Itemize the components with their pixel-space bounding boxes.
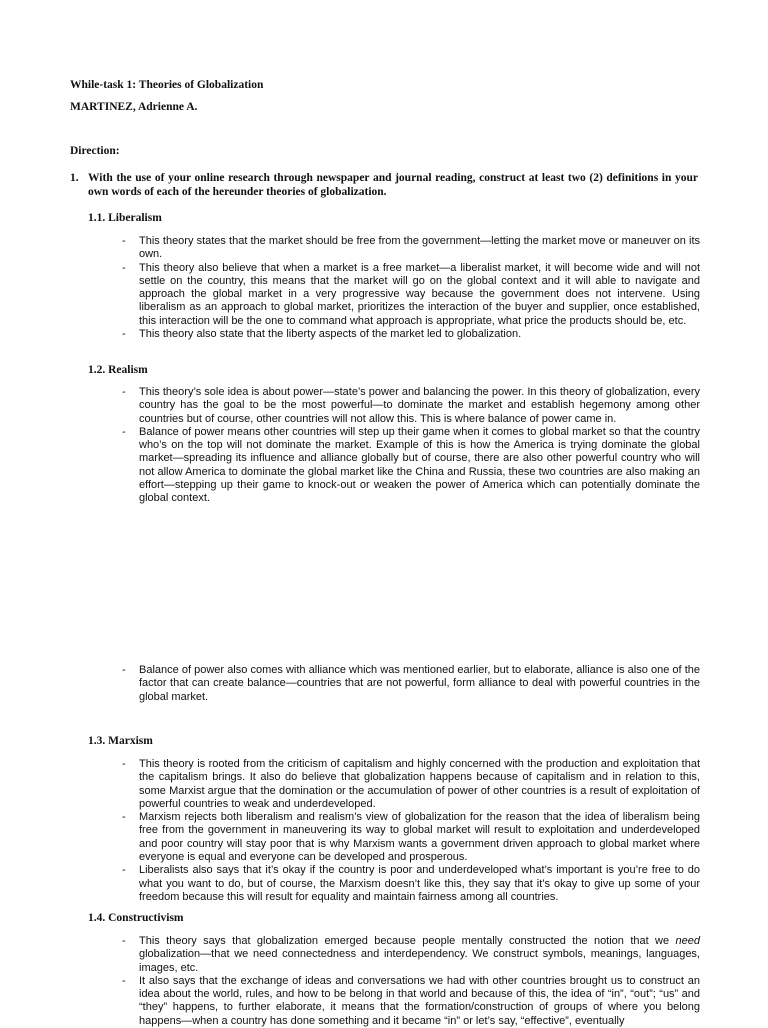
author-name: MARTINEZ, Adrienne A. <box>70 101 198 113</box>
item-text: This theory says that globalization emerged because people mentally constructed the notion that we <box>139 935 676 947</box>
emphasis-text: need <box>675 935 700 947</box>
list-item: - Marxism rejects both liberalism and realism’s view of globalization for the reason that the idea of liberalism being free from the government in maneuvering its way to global market will result to exploitation and underdeveloped and poor country will stay poor that is why Marxism wants a government driven approach to global market where everyone is equal and everyone can be developed and prosperous. <box>122 811 700 864</box>
realism-list <box>122 386 700 506</box>
list-item: - It also says that the exchange of ideas and conversations we had with other countries brought us to construct an idea about the world, rules, and how to be belong in that world and because of this, the idea of “in”, “out”; “us” and “they” happens, to further elaborate, it means that the formation/construction of groups of where you belong happens—when a country has done something and it became “in” or let’s say, “effective”, eventually <box>122 975 700 1028</box>
list-item: - Liberalists also says that it’s okay if the country is poor and underdeveloped what’s important is you’re free to do what you want to do, but of course, the Marxism doesn’t like this, they say that it’s okay to give up some of your freedom because this will result for equality and maintain fairness among all countries. <box>122 864 700 904</box>
liberalism-list <box>122 235 700 341</box>
section-heading-marxism: 1.3. Marxism <box>88 735 153 747</box>
list-item <box>122 935 700 975</box>
list-item: - Balance of power also comes with alliance which was mentioned earlier, but to elaborate, alliance is also one of the factor that can create balance—countries that are not powerful, form alliance to deal with powerful countries in the global market. <box>122 664 700 704</box>
section-heading-realism: 1.2. Realism <box>88 364 148 376</box>
list-item: - This theory also believe that when a market is a free market—a liberalist market, it will become wide and will not settle on the country, this means that the market will go on the global context and it will able to navigate and approach the global market in a very progressive way because the government does not intervene. Using liberalism as an approach to global market, prioritizes the interaction of the buyer and supplier, once established, this interaction will be the one to command what approach is appropriate, what price the products should be, etc. <box>122 262 700 328</box>
list-item: - This theory also state that the liberty aspects of the market led to globalization. <box>122 328 700 341</box>
realism-list-continued <box>122 664 700 704</box>
list-item: - Balance of power means other countries will step up their game when it comes to global market so that the country who’s on the top will not dominate the market. Example of this is how the America is trying dominate the global market—spreading its influence and alliance globally but of course, there are also other powerful country who will not allow America to dominate the global market like the China and Russia, these two countries are also making an effort—stepping up their game to knock-out or weaken the power of America which can potentially dominate the global context. <box>122 426 700 506</box>
marxism-list <box>122 758 700 904</box>
document-title: While-task 1: Theories of Globalization <box>70 79 264 91</box>
list-item: - This theory states that the market should be free from the government—letting the market move or maneuver on its own. <box>122 235 700 262</box>
item-text: globalization—that we need connectedness and interdependency. We construct symbols, meanings, languages, images, etc. <box>139 948 700 974</box>
list-item: - This theory is rooted from the criticism of capitalism and highly concerned with the production and exploitation that the capitalism brings. It also do believe that globalization happens because of capitalism and in relation to this, some Marxist argue that the domination or the accumulation of power of other countries is a result of exploitation of powerful countries to weak and underdeveloped. <box>122 758 700 811</box>
direction-label: Direction: <box>70 145 120 157</box>
question-number: 1. <box>70 172 79 184</box>
section-heading-constructivism: 1.4. Constructivism <box>88 912 184 924</box>
constructivism-list <box>122 935 700 1028</box>
list-item: - This theory’s sole idea is about power—state’s power and balancing the power. In this theory of globalization, every country has the goal to be the most powerful—to dominate the market and establish hegemony among other countries but of course, other countries will not allow this. This is where balance of power came in. <box>122 386 700 426</box>
question-text: With the use of your online research through newspaper and journal reading, construct at least two (2) definitions in your own words of each of the hereunder theories of globalization. <box>88 172 698 198</box>
section-heading-liberalism: 1.1. Liberalism <box>88 212 162 224</box>
